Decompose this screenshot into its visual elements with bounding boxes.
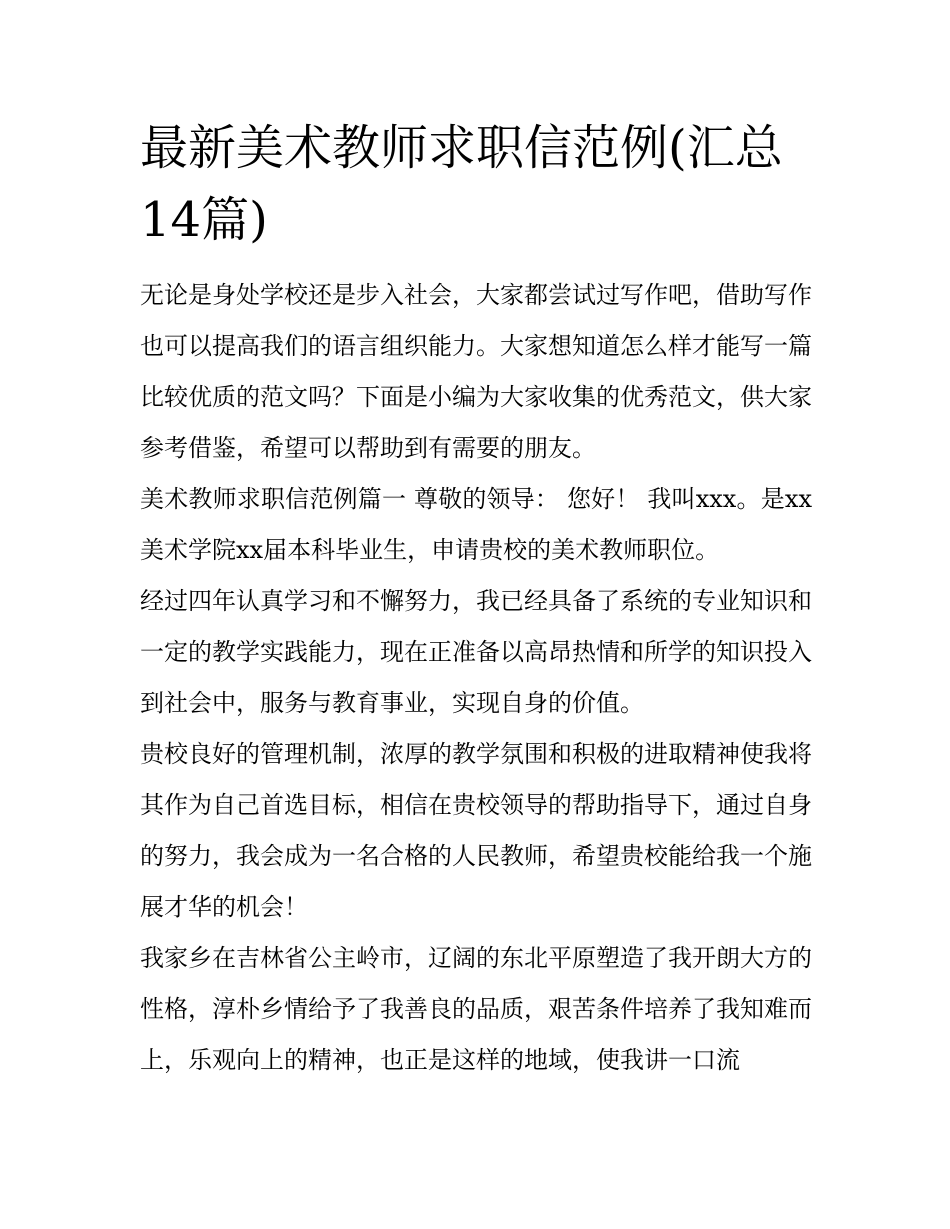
paragraph-school-praise: 贵校良好的管理机制，浓厚的教学氛围和积极的进取精神使我将其作为自己首选目标，相信在贵校领导的帮助指导下，通过自身的努力，我会成为一名合格的人民教师，希望贵校能给我一个施展才华的机会！ bbox=[140, 740, 812, 921]
document-body bbox=[140, 112, 812, 1086]
paragraph-greeting: 美术教师求职信范例篇一 尊敬的领导： 您好！ 我叫xxx。是xx美术学院xx届本科毕业生，申请贵校的美术教师职位。 bbox=[140, 485, 812, 564]
paragraph-intro: 无论是身处学校还是步入社会，大家都尝试过写作吧，借助写作也可以提高我们的语言组织能力。大家想知道怎么样才能写一篇比较优质的范文吗？下面是小编为大家收集的优秀范文，供大家参考借鉴，希望可以帮助到有需要的朋友。 bbox=[140, 281, 812, 462]
paragraph-hometown: 我家乡在吉林省公主岭市，辽阔的东北平原塑造了我开朗大方的性格，淳朴乡情给予了我善良的品质，艰苦条件培养了我知难而上，乐观向上的精神，也正是这样的地域，使我讲一口流 bbox=[140, 944, 812, 1074]
paragraph-qualifications: 经过四年认真学习和不懈努力，我已经具备了系统的专业知识和一定的教学实践能力，现在正准备以高昂热情和所学的知识投入到社会中，服务与教育事业，实现自身的价值。 bbox=[140, 587, 812, 717]
document-title: 最新美术教师求职信范例(汇总14篇) bbox=[140, 120, 783, 248]
